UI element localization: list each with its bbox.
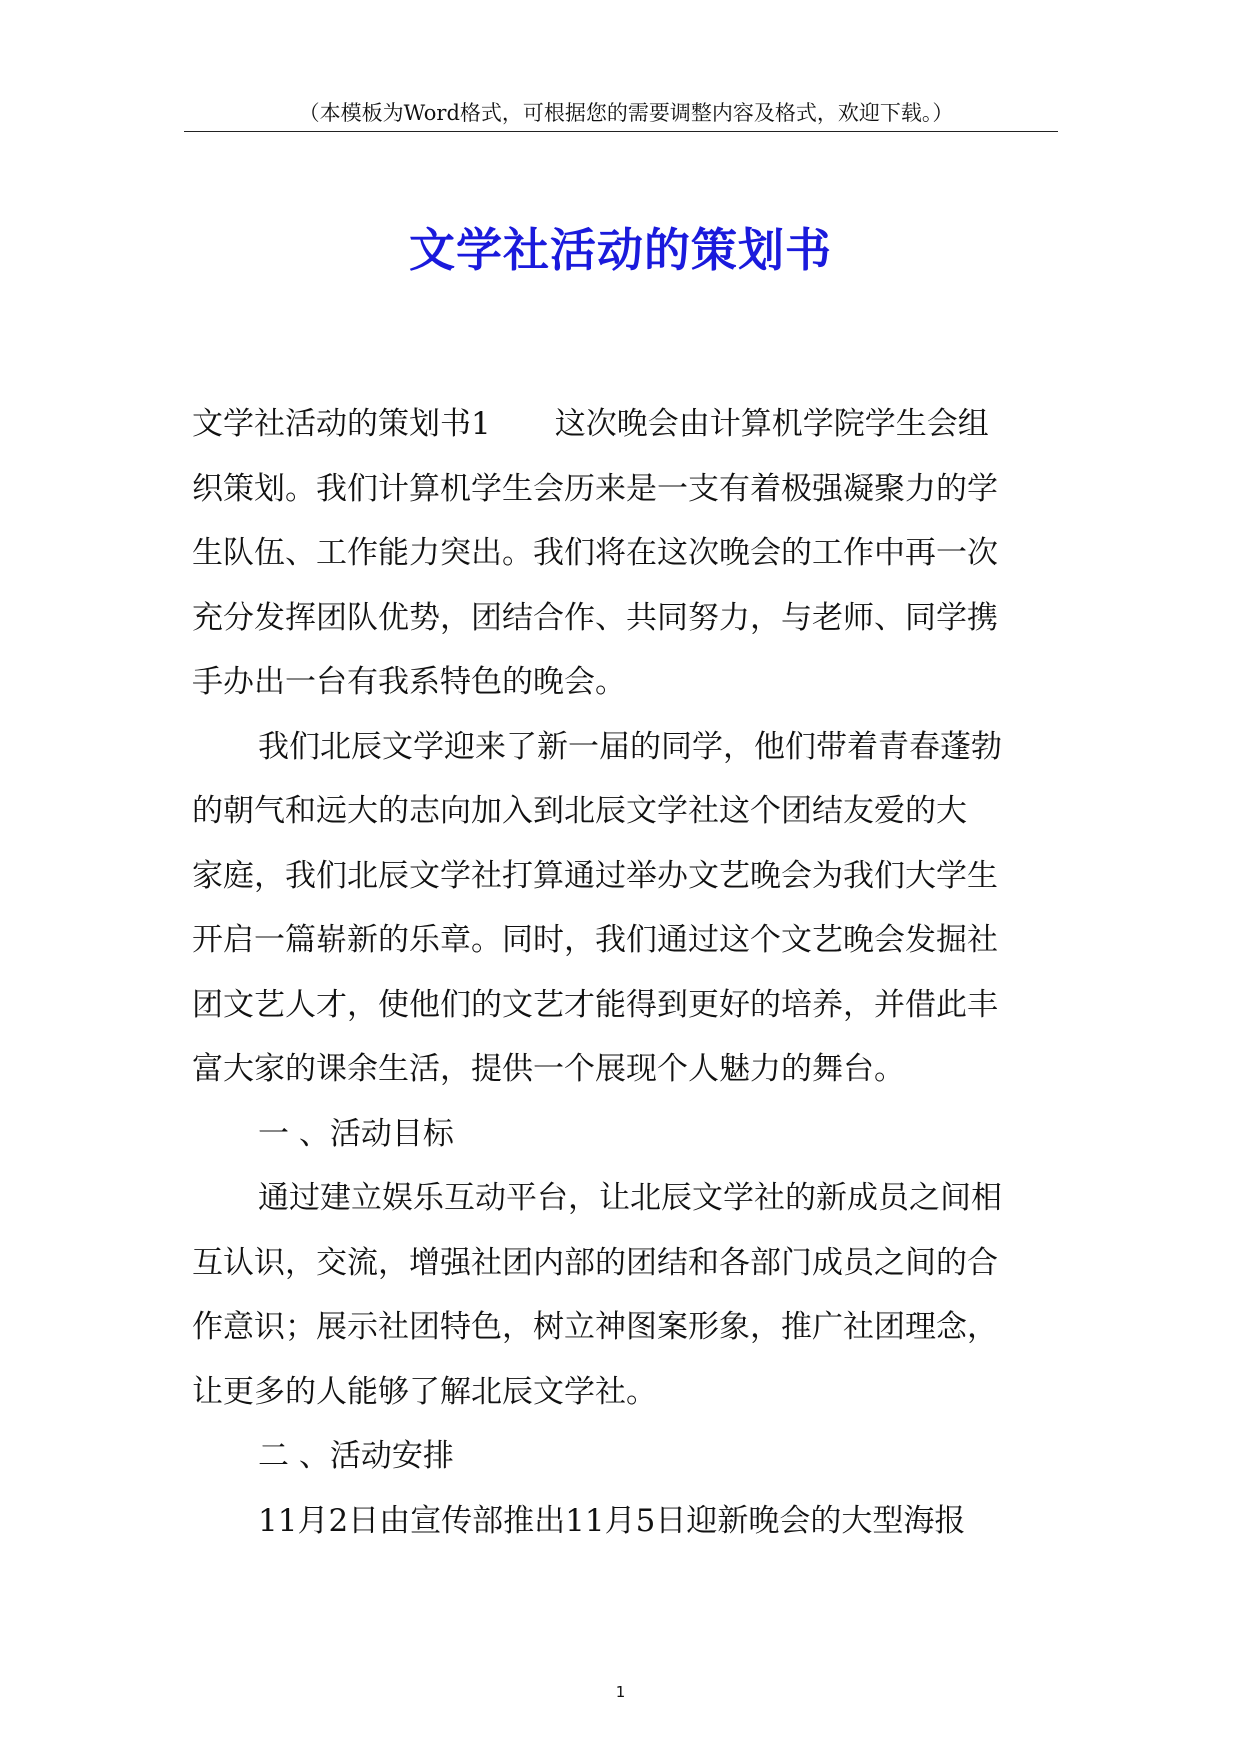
document-title: 文学社活动的策划书	[409, 223, 832, 277]
header-note: （本模板为Word格式，可根据您的需要调整内容及格式，欢迎下载。）	[298, 101, 954, 125]
paragraph-line: 家庭，我们北辰文学社打算通过举办文艺晚会为我们大学生	[192, 857, 998, 894]
paragraph-line: 互认识，交流，增强社团内部的团结和各部门成员之间的合	[192, 1244, 998, 1281]
paragraph-line: 团文艺人才，使他们的文艺才能得到更好的培养，并借此丰	[192, 986, 998, 1023]
paragraph-line: 开启一篇崭新的乐章。同时，我们通过这个文艺晚会发掘社	[192, 922, 998, 958]
page-number: 1	[615, 1683, 626, 1701]
paragraph-line: 的朝气和远大的志向加入到北辰文学社这个团结友爱的大	[192, 793, 967, 829]
section-heading-1: 文学社活动的策划书1	[192, 406, 491, 442]
paragraph-line: 手办出一台有我系特色的晚会。	[192, 664, 626, 700]
paragraph-line: 11月2日由宣传部推出11月5日迎新晚会的大型海报	[258, 1502, 966, 1539]
paragraph-line: 我们北辰文学迎来了新一届的同学，他们带着青春蓬勃	[258, 728, 1002, 765]
paragraph-line: 充分发挥团队优势，团结合作、共同努力，与老师、同学携	[192, 599, 998, 636]
paragraph-line: 织策划。我们计算机学生会历来是一支有着极强凝聚力的学	[192, 470, 998, 507]
paragraph-line	[192, 392, 1072, 457]
paragraph-line: 富大家的课余生活，提供一个展现个人魅力的舞台。	[192, 1051, 905, 1087]
section-heading-goals: 一 、活动目标	[258, 1115, 454, 1152]
header-divider	[184, 131, 1058, 132]
paragraph-text: 这次晚会由计算机学院学生会组	[554, 406, 989, 442]
document-body	[192, 392, 1072, 1553]
paragraph-line: 作意识；展示社团特色，树立神图案形象，推广社团理念，	[192, 1309, 998, 1345]
paragraph-line: 生队伍、工作能力突出。我们将在这次晚会的工作中再一次	[192, 535, 998, 571]
section-heading-schedule: 二 、活动安排	[258, 1438, 454, 1474]
paragraph-line: 通过建立娱乐互动平台，让北辰文学社的新成员之间相	[258, 1180, 1002, 1216]
paragraph-line: 让更多的人能够了解北辰文学社。	[192, 1373, 657, 1410]
